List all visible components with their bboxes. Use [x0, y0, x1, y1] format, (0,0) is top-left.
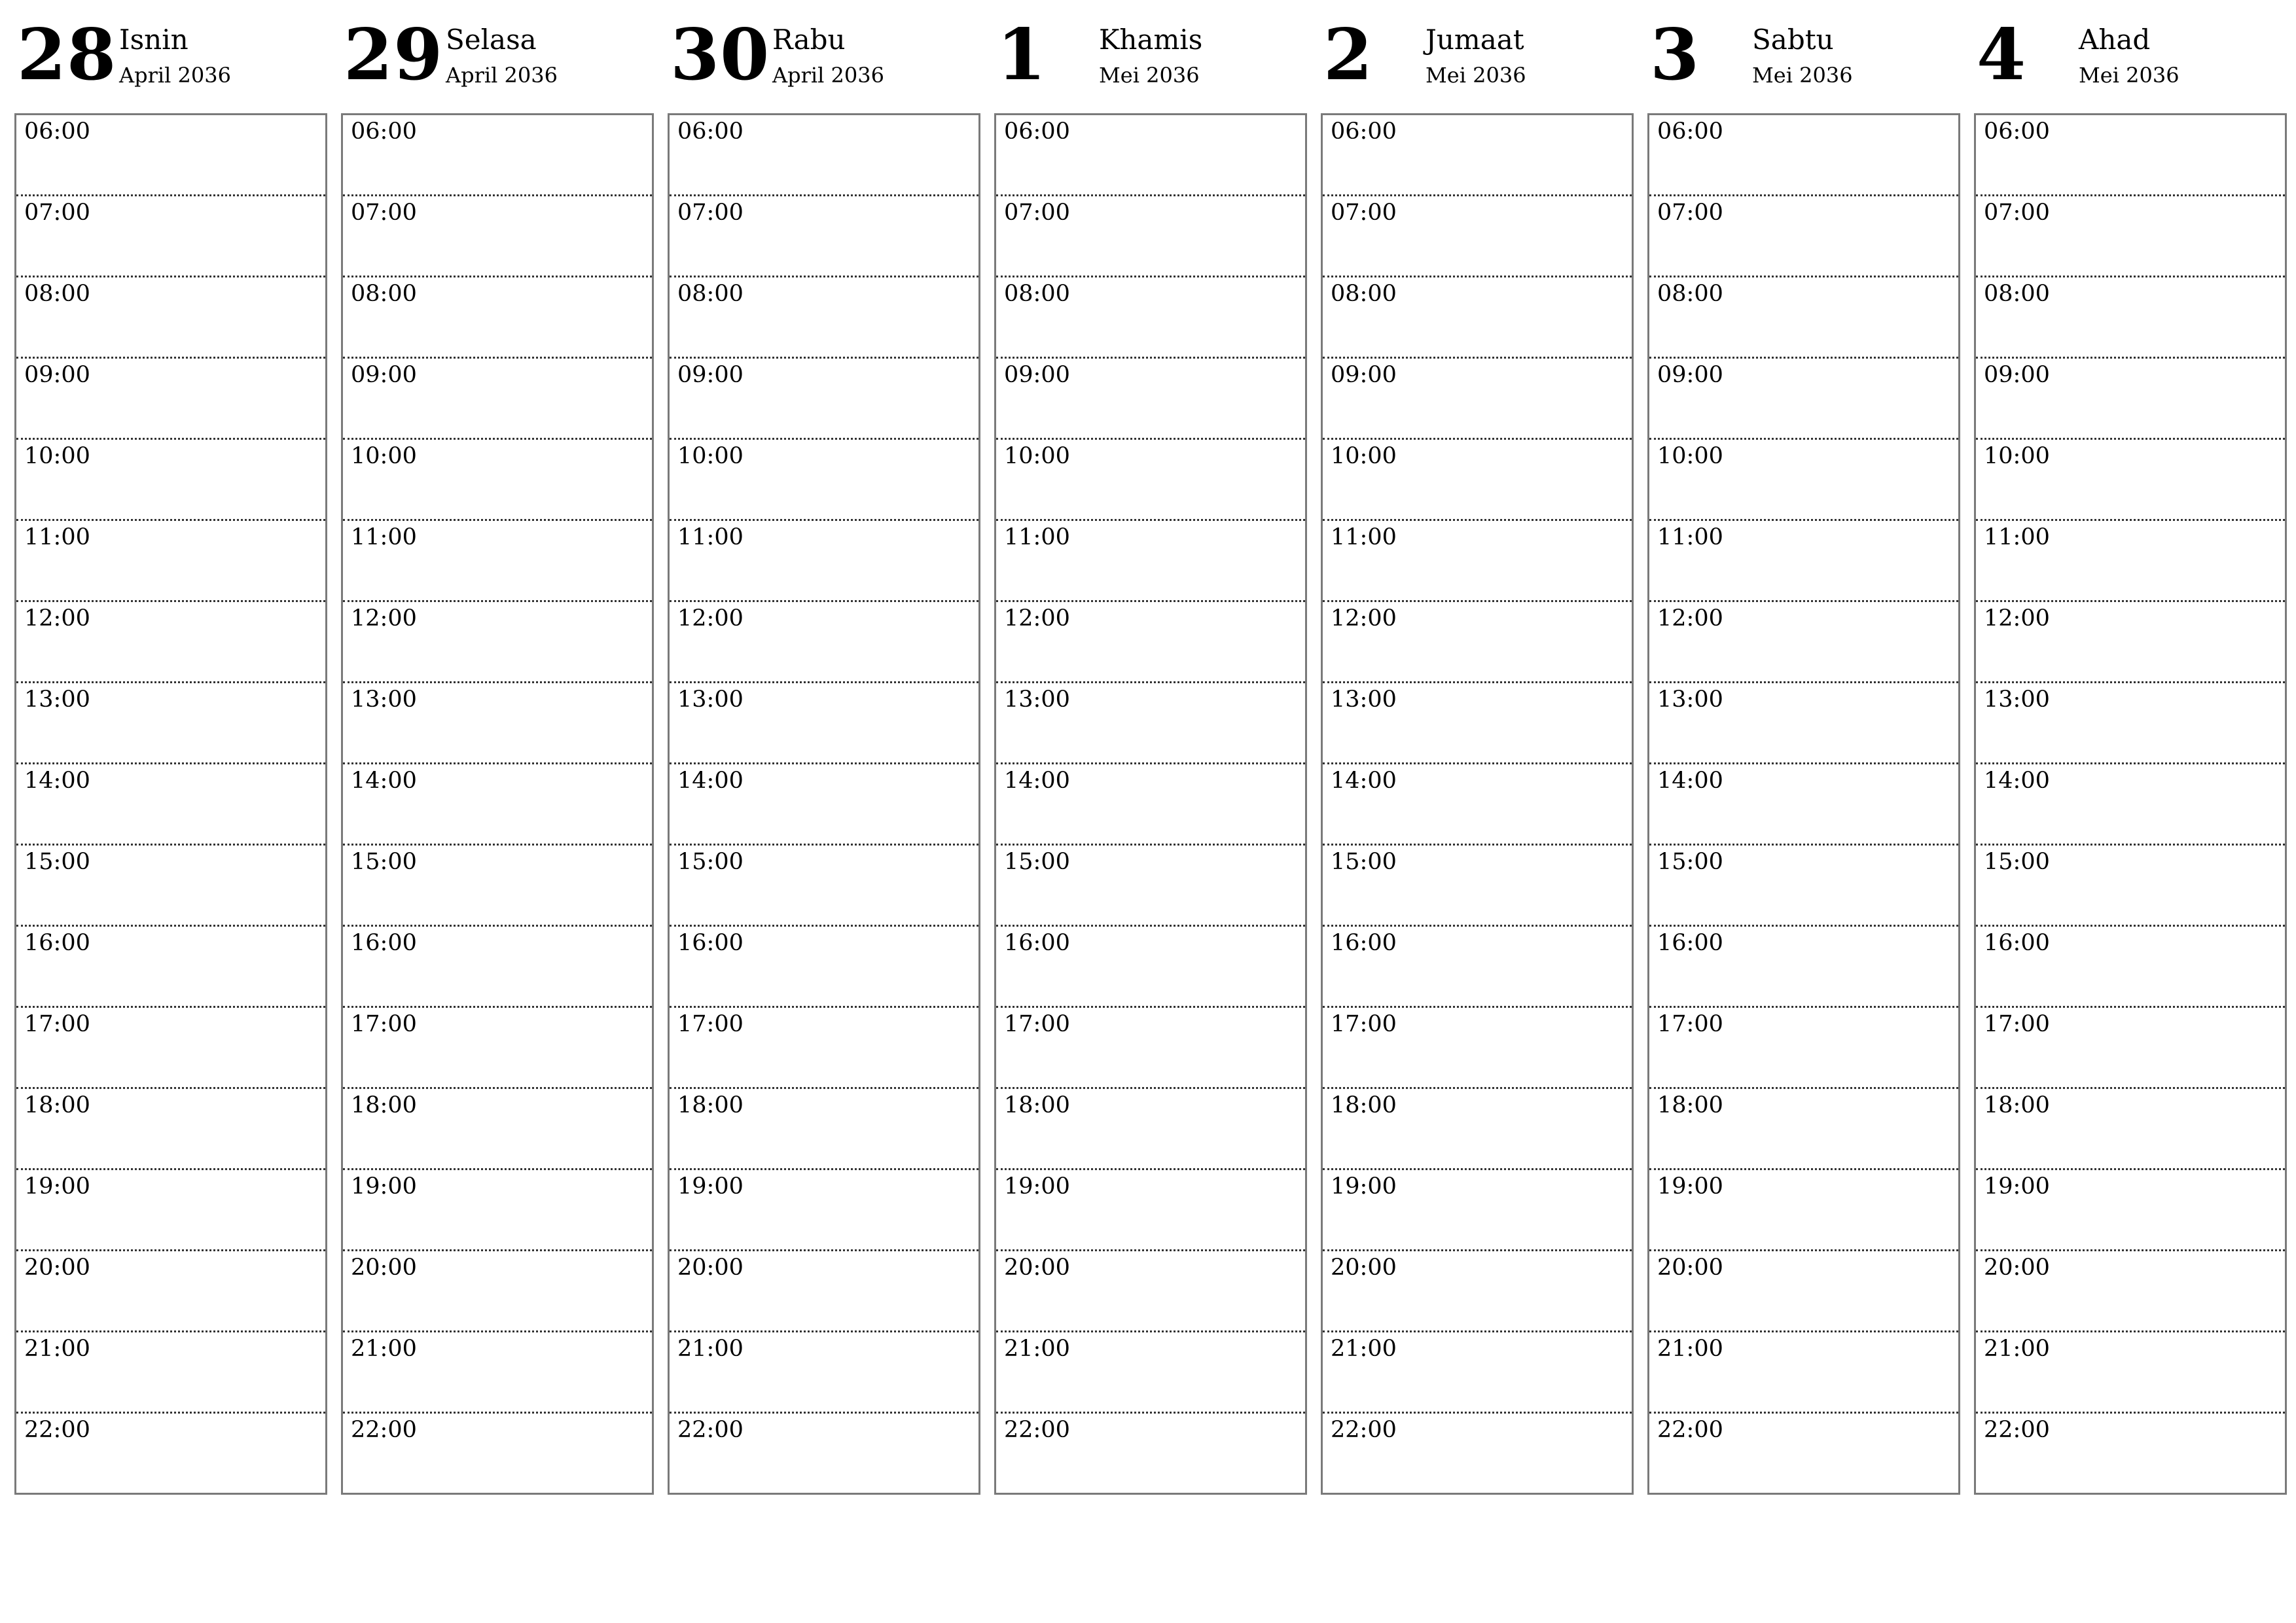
hour-slot: 15:00 [996, 846, 1305, 927]
hour-grid [994, 113, 1307, 1495]
hour-grid [1321, 113, 1634, 1495]
day-number: 2 [1323, 14, 1374, 96]
hour-slot: 09:00 [16, 359, 325, 440]
hour-slot: 11:00 [670, 521, 978, 602]
hour-slot: 17:00 [1323, 1008, 1632, 1089]
hour-slot: 22:00 [1331, 1416, 1397, 1443]
hour-slot: 19:00 [343, 1170, 652, 1251]
hour-slot: 14:00 [16, 764, 325, 846]
hour-slot: 06:00 [670, 115, 978, 196]
day-header [668, 13, 980, 100]
hour-slot: 10:00 [996, 440, 1305, 521]
hour-slot: 08:00 [996, 277, 1305, 359]
hour-slot: 15:00 [1649, 846, 1958, 927]
day-month: Mei 2036 [1752, 63, 1853, 88]
day-month: April 2036 [446, 63, 558, 88]
day-name: Ahad [2079, 24, 2151, 56]
hour-slot: 20:00 [670, 1251, 978, 1332]
hour-slot: 08:00 [670, 277, 978, 359]
hour-slot: 18:00 [343, 1089, 652, 1170]
hour-slot: 07:00 [16, 196, 325, 277]
hour-slot: 08:00 [1323, 277, 1632, 359]
day-number: 1 [997, 14, 1047, 96]
hour-slot: 17:00 [16, 1008, 325, 1089]
hour-slot: 15:00 [1976, 846, 2285, 927]
hour-slot: 09:00 [1976, 359, 2285, 440]
day-number: 29 [344, 14, 444, 96]
hour-slot: 06:00 [996, 115, 1305, 196]
day-name: Rabu [772, 24, 846, 56]
day-header [14, 13, 327, 100]
hour-slot: 20:00 [1323, 1251, 1632, 1332]
day-month: Mei 2036 [1099, 63, 1200, 88]
day-name: Isnin [119, 24, 188, 56]
hour-slot: 16:00 [1323, 927, 1632, 1008]
hour-slot: 20:00 [996, 1251, 1305, 1332]
hour-grid [668, 113, 980, 1495]
hour-slot: 22:00 [1004, 1416, 1070, 1443]
hour-slot: 14:00 [1323, 764, 1632, 846]
hour-slot: 13:00 [343, 683, 652, 764]
hour-slot: 13:00 [670, 683, 978, 764]
hour-slot: 16:00 [996, 927, 1305, 1008]
hour-slot: 06:00 [1323, 115, 1632, 196]
hour-slot: 09:00 [1649, 359, 1958, 440]
hour-grid [1974, 113, 2287, 1495]
hour-slot: 06:00 [1976, 115, 2285, 196]
hour-slot: 10:00 [16, 440, 325, 521]
hour-slot: 09:00 [996, 359, 1305, 440]
day-header [1974, 13, 2287, 100]
hour-slot: 10:00 [343, 440, 652, 521]
hour-slot: 22:00 [24, 1416, 90, 1443]
hour-slot: 18:00 [1976, 1089, 2285, 1170]
hour-slot: 07:00 [1323, 196, 1632, 277]
hour-slot: 22:00 [1657, 1416, 1723, 1443]
hour-slot: 13:00 [1649, 683, 1958, 764]
hour-slot: 14:00 [1976, 764, 2285, 846]
hour-slot: 15:00 [670, 846, 978, 927]
day-header [994, 13, 1307, 100]
hour-slot: 11:00 [1649, 521, 1958, 602]
hour-slot: 08:00 [1976, 277, 2285, 359]
hour-slot: 20:00 [16, 1251, 325, 1332]
hour-slot: 17:00 [343, 1008, 652, 1089]
day-name: Jumaat [1426, 24, 1524, 56]
day-header [1321, 13, 1634, 100]
hour-slot: 19:00 [996, 1170, 1305, 1251]
hour-slot: 17:00 [996, 1008, 1305, 1089]
hour-slot: 18:00 [996, 1089, 1305, 1170]
hour-slot: 09:00 [670, 359, 978, 440]
hour-slot: 09:00 [343, 359, 652, 440]
hour-slot: 17:00 [1649, 1008, 1958, 1089]
hour-slot: 10:00 [1323, 440, 1632, 521]
day-number: 30 [670, 14, 770, 96]
hour-slot: 11:00 [1323, 521, 1632, 602]
hour-slot: 22:00 [1984, 1416, 2050, 1443]
hour-slot: 16:00 [1649, 927, 1958, 1008]
day-month: April 2036 [119, 63, 231, 88]
hour-slot: 22:00 [677, 1416, 744, 1443]
hour-slot: 14:00 [996, 764, 1305, 846]
hour-slot: 13:00 [996, 683, 1305, 764]
hour-grid [1647, 113, 1960, 1495]
day-number: 28 [17, 14, 117, 96]
hour-slot: 21:00 [996, 1332, 1305, 1414]
day-month: Mei 2036 [1426, 63, 1526, 88]
hour-slot: 15:00 [343, 846, 652, 927]
hour-slot: 12:00 [670, 602, 978, 683]
hour-slot: 20:00 [1976, 1251, 2285, 1332]
hour-slot: 12:00 [16, 602, 325, 683]
hour-slot: 13:00 [1323, 683, 1632, 764]
hour-slot: 19:00 [1649, 1170, 1958, 1251]
hour-slot: 12:00 [996, 602, 1305, 683]
hour-slot: 07:00 [343, 196, 652, 277]
hour-slot: 19:00 [1976, 1170, 2285, 1251]
hour-slot: 14:00 [343, 764, 652, 846]
hour-slot: 14:00 [670, 764, 978, 846]
hour-slot: 12:00 [1323, 602, 1632, 683]
hour-slot: 11:00 [16, 521, 325, 602]
hour-slot: 12:00 [1649, 602, 1958, 683]
hour-slot: 07:00 [1976, 196, 2285, 277]
day-name: Selasa [446, 24, 537, 56]
day-month: Mei 2036 [2079, 63, 2179, 88]
day-column [1974, 13, 2287, 1495]
hour-slot: 15:00 [16, 846, 325, 927]
day-name: Khamis [1099, 24, 1203, 56]
hour-slot: 11:00 [996, 521, 1305, 602]
hour-slot: 16:00 [1976, 927, 2285, 1008]
hour-slot: 21:00 [343, 1332, 652, 1414]
hour-slot: 17:00 [1976, 1008, 2285, 1089]
hour-slot: 09:00 [1323, 359, 1632, 440]
hour-slot: 20:00 [1649, 1251, 1958, 1332]
hour-slot: 07:00 [996, 196, 1305, 277]
hour-slot: 19:00 [16, 1170, 325, 1251]
hour-slot: 13:00 [16, 683, 325, 764]
day-header [1647, 13, 1960, 100]
day-number: 3 [1650, 14, 1700, 96]
hour-slot: 18:00 [16, 1089, 325, 1170]
hour-slot: 21:00 [16, 1332, 325, 1414]
hour-slot: 16:00 [670, 927, 978, 1008]
hour-slot: 16:00 [343, 927, 652, 1008]
hour-slot: 13:00 [1976, 683, 2285, 764]
weekly-planner [14, 13, 2289, 1495]
day-number: 4 [1977, 14, 2027, 96]
hour-slot: 18:00 [1323, 1089, 1632, 1170]
hour-slot: 10:00 [1976, 440, 2285, 521]
day-column [1647, 13, 1960, 1495]
hour-slot: 12:00 [1976, 602, 2285, 683]
day-column [14, 13, 327, 1495]
hour-slot: 07:00 [1649, 196, 1958, 277]
hour-slot: 12:00 [343, 602, 652, 683]
day-column [1321, 13, 1634, 1495]
hour-slot: 06:00 [1649, 115, 1958, 196]
hour-slot: 19:00 [670, 1170, 978, 1251]
hour-slot: 15:00 [1323, 846, 1632, 927]
hour-slot: 21:00 [1649, 1332, 1958, 1414]
day-month: April 2036 [772, 63, 884, 88]
hour-slot: 10:00 [670, 440, 978, 521]
hour-slot: 08:00 [343, 277, 652, 359]
hour-slot: 18:00 [670, 1089, 978, 1170]
hour-slot: 06:00 [16, 115, 325, 196]
hour-slot: 20:00 [343, 1251, 652, 1332]
day-name: Sabtu [1752, 24, 1834, 56]
hour-slot: 07:00 [670, 196, 978, 277]
hour-slot: 11:00 [343, 521, 652, 602]
hour-slot: 17:00 [670, 1008, 978, 1089]
hour-slot: 21:00 [1976, 1332, 2285, 1414]
hour-slot: 10:00 [1649, 440, 1958, 521]
day-column [341, 13, 654, 1495]
hour-slot: 18:00 [1649, 1089, 1958, 1170]
hour-slot: 06:00 [343, 115, 652, 196]
hour-slot: 16:00 [16, 927, 325, 1008]
hour-slot: 22:00 [351, 1416, 417, 1443]
day-column [668, 13, 980, 1495]
hour-slot: 11:00 [1976, 521, 2285, 602]
hour-grid [341, 113, 654, 1495]
hour-slot: 21:00 [670, 1332, 978, 1414]
hour-slot: 08:00 [16, 277, 325, 359]
hour-slot: 21:00 [1323, 1332, 1632, 1414]
day-header [341, 13, 654, 100]
hour-grid [14, 113, 327, 1495]
hour-slot: 19:00 [1323, 1170, 1632, 1251]
day-column [994, 13, 1307, 1495]
hour-slot: 08:00 [1649, 277, 1958, 359]
hour-slot: 14:00 [1649, 764, 1958, 846]
